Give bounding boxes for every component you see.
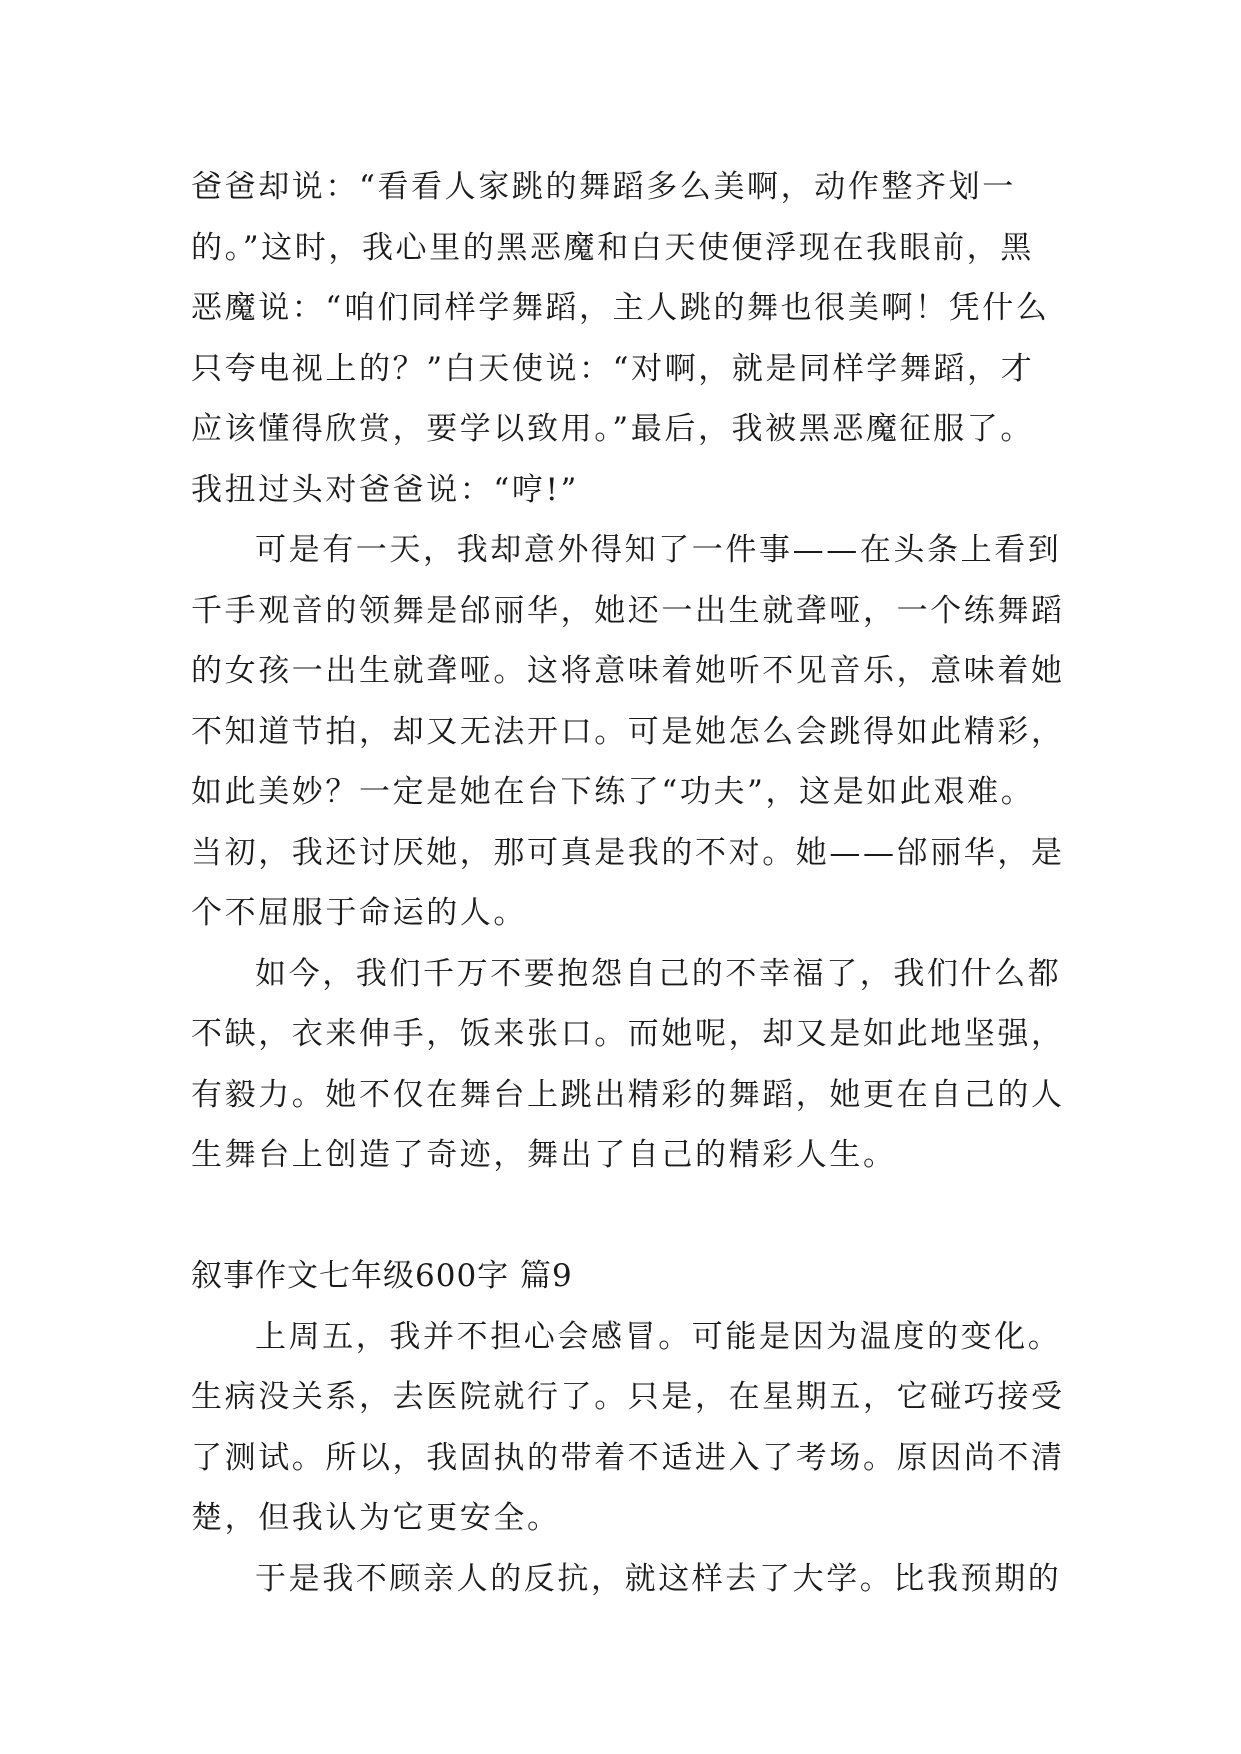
paragraph-tai-lihua xyxy=(191,520,1071,944)
paragraph-line: 楚，但我认为它更安全。 xyxy=(191,1500,561,1536)
paragraph-line: 的。”这时，我心里的黑恶魔和白天使便浮现在我眼前，黑 xyxy=(191,229,1034,266)
paragraph-line: 于是我不顾亲人的反抗，就这样去了大学。比我预期的 xyxy=(255,1560,1062,1597)
paragraph-line: 上周五，我并不担心会感冒。可能是因为温度的变化。 xyxy=(255,1318,1062,1355)
document-body xyxy=(191,157,1071,1609)
paragraph-line: 如今，我们千万不要抱怨自己的不幸福了，我们什么都 xyxy=(255,955,1062,992)
paragraph-went-anyway xyxy=(191,1549,1071,1610)
paragraph-line: 个不屈服于命运的人。 xyxy=(191,895,527,931)
paragraph-line: 不缺，衣来伸手，饭来张口。而她呢，却又是如此地坚强， xyxy=(191,1016,1065,1052)
paragraph-line: 爸爸却说：“看看人家跳的舞蹈多么美啊，动作整齐划一 xyxy=(191,169,1016,205)
paragraph-line: 的女孩一出生就聋哑。这将意味着她听不见音乐，意味着她 xyxy=(191,653,1065,689)
section-heading: 叙事作文七年级600字 篇9 xyxy=(191,1258,573,1294)
paragraph-line: 可是有一天，我却意外得知了一件事——在头条上看到 xyxy=(255,532,1062,568)
paragraph-line: 了测试。所以，我固执的带着不适进入了考场。原因尚不清 xyxy=(191,1439,1065,1476)
paragraph-dad-comment xyxy=(191,157,1071,520)
paragraph-conclusion xyxy=(191,944,1071,1186)
paragraph-line: 不知道节拍，却又无法开口。可是她怎么会跳得如此精彩， xyxy=(191,713,1065,750)
paragraph-exam-day xyxy=(191,1307,1071,1549)
paragraph-line: 生舞台上创造了奇迹，舞出了自己的精彩人生。 xyxy=(191,1137,897,1173)
paragraph-line: 有毅力。她不仅在舞台上跳出精彩的舞蹈，她更在自己的人 xyxy=(191,1076,1065,1113)
paragraph-line: 应该懂得欣赏，要学以致用。”最后，我被黑恶魔征服了。 xyxy=(191,411,1034,447)
section-gap xyxy=(191,1186,1071,1247)
paragraph-line: 只夸电视上的？”白天使说：“对啊，就是同样学舞蹈，才 xyxy=(191,350,1035,387)
paragraph-line: 千手观音的领舞是邰丽华，她还一出生就聋哑，一个练舞蹈 xyxy=(191,592,1065,629)
paragraph-line: 我扭过头对爸爸说：“哼!” xyxy=(191,471,579,508)
paragraph-line: 如此美妙？一定是她在台下练了“功夫”，这是如此艰难。 xyxy=(191,774,1035,810)
paragraph-line: 生病没关系，去医院就行了。只是，在星期五，它碰巧接受 xyxy=(191,1379,1065,1415)
paragraph-line: 当初，我还讨厌她，那可真是我的不对。她——邰丽华，是 xyxy=(191,834,1065,871)
paragraph-line: 恶魔说：“咱们同样学舞蹈，主人跳的舞也很美啊！凭什么 xyxy=(191,290,1050,326)
